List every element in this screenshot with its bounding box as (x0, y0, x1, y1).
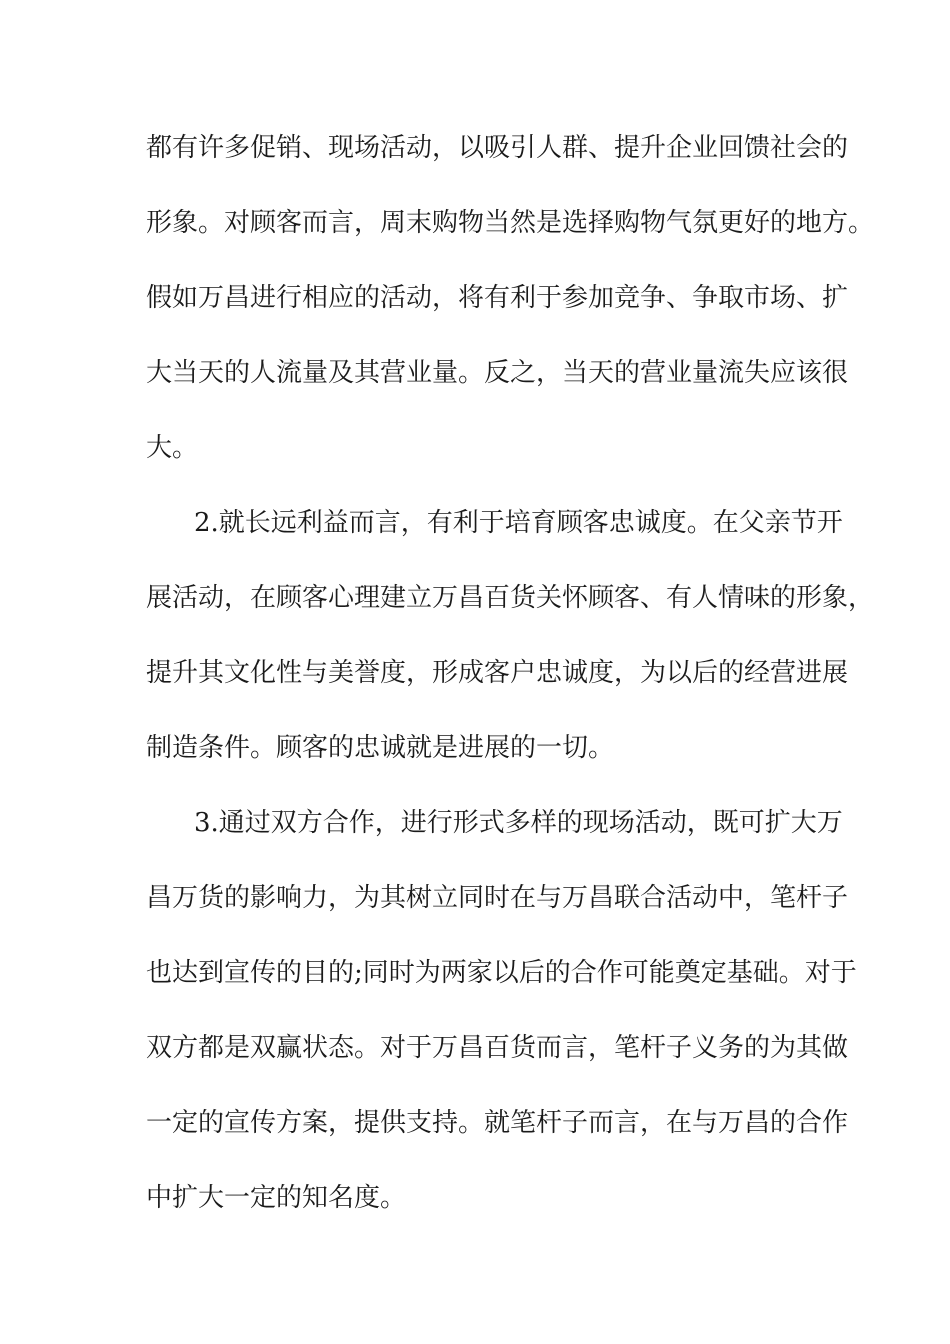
document-body (146, 130, 875, 1255)
paragraph-2-line-1: 2.就长远利益而言，有利于培育顾客忠诚度。在父亲节开 (194, 508, 843, 538)
paragraph-2-line-2: 展活动，在顾客心理建立万昌百货关怀顾客、有人情味的形象， (146, 583, 875, 613)
paragraph-3-line-5: 一定的宣传方案，提供支持。就笔杆子而言，在与万昌的合作 (146, 1108, 849, 1138)
paragraph-1-line-2: 形象。对顾客而言，周末购物当然是选择购物气氛更好的地方。 (146, 208, 875, 238)
paragraph-2-line-4: 制造条件。顾客的忠诚就是进展的一切。 (146, 733, 615, 763)
paragraph-3-line-2: 昌万货的影响力，为其树立同时在与万昌联合活动中，笔杆子 (146, 883, 849, 913)
paragraph-1-line-3: 假如万昌进行相应的活动，将有利于参加竞争、争取市场、扩 (146, 283, 849, 313)
paragraph-3-line-3: 也达到宣传的目的;同时为两家以后的合作可能奠定基础。对于 (146, 958, 857, 988)
paragraph-3-line-6: 中扩大一定的知名度。 (146, 1183, 407, 1213)
paragraph-1-line-5: 大。 (146, 433, 199, 463)
paragraph-3-line-4: 双方都是双赢状态。对于万昌百货而言，笔杆子义务的为其做 (146, 1033, 849, 1063)
paragraph-2-line-3: 提升其文化性与美誉度，形成客户忠诚度，为以后的经营进展 (146, 658, 849, 688)
paragraph-1-line-1: 都有许多促销、现场活动，以吸引人群、提升企业回馈社会的 (146, 133, 849, 163)
paragraph-1-line-4: 大当天的人流量及其营业量。反之，当天的营业量流失应该很 (146, 358, 849, 388)
paragraph-3-line-1: 3.通过双方合作，进行形式多样的现场活动，既可扩大万 (194, 808, 843, 838)
